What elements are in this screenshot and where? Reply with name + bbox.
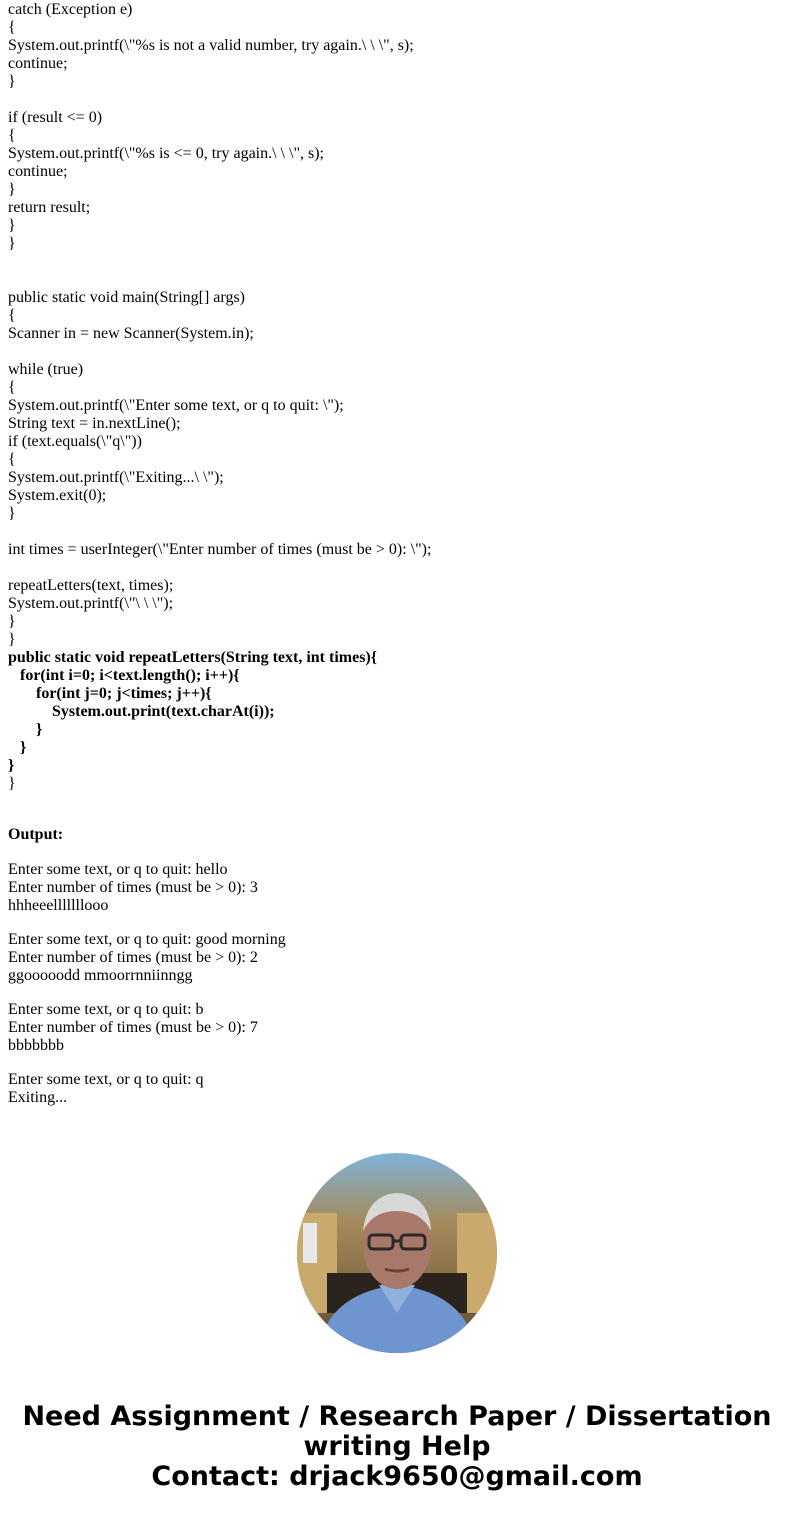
promo-line-1: Need Assignment / Research Paper / Dissertation xyxy=(22,1401,772,1432)
code-line xyxy=(8,253,788,271)
code-line xyxy=(8,559,788,577)
code-line: System.out.printf(\"%s is <= 0, try again.\ \ \", s); xyxy=(8,145,324,162)
code-line: } xyxy=(8,631,16,648)
code-line: { xyxy=(8,379,16,396)
code-line: } xyxy=(8,73,16,90)
code-line: } xyxy=(8,181,16,198)
code-line: { xyxy=(8,19,16,36)
code-line: while (true) xyxy=(8,361,84,378)
output-line: Exiting... xyxy=(8,1089,68,1106)
code-line xyxy=(8,343,788,361)
code-line: System.out.print(text.charAt(i)); xyxy=(8,703,275,720)
code-line: return result; xyxy=(8,199,91,216)
code-line: for(int i=0; i<text.length(); i++){ xyxy=(8,667,240,684)
output-line: Enter number of times (must be > 0): 2 xyxy=(8,949,258,966)
code-line: Scanner in = new Scanner(System.in); xyxy=(8,325,254,342)
code-line: continue; xyxy=(8,163,68,180)
output-run xyxy=(8,1001,708,1055)
output-line: Enter number of times (must be > 0): 7 xyxy=(8,1019,258,1036)
code-line xyxy=(8,271,788,289)
output-line: hhheeelllllllooo xyxy=(8,897,109,914)
code-line: } xyxy=(8,721,43,738)
person-portrait-avatar-icon xyxy=(297,1153,497,1353)
output-line: Enter some text, or q to quit: good morning xyxy=(8,931,286,948)
promo-line-2: writing Help xyxy=(303,1431,491,1462)
code-line: { xyxy=(8,127,16,144)
code-line: catch (Exception e) xyxy=(8,1,133,18)
code-line: System.out.printf(\"Exiting...\ \"); xyxy=(8,469,224,486)
code-line: } xyxy=(8,217,16,234)
code-listing xyxy=(8,1,788,793)
code-line: System.out.printf(\"Enter some text, or q to quit: \"); xyxy=(8,397,344,414)
output-run xyxy=(8,1071,708,1107)
promo-line-3: Contact: drjack9650@gmail.com xyxy=(151,1461,643,1492)
code-line: repeatLetters(text, times); xyxy=(8,577,174,594)
code-line: } xyxy=(8,235,16,252)
code-line: } xyxy=(8,505,16,522)
code-line: String text = in.nextLine(); xyxy=(8,415,181,432)
code-line: for(int j=0; j<times; j++){ xyxy=(8,685,212,702)
code-line xyxy=(8,91,788,109)
code-line: { xyxy=(8,307,16,324)
code-line xyxy=(8,523,788,541)
output-run xyxy=(8,861,708,915)
output-line: ggooooodd mmoorrnniinngg xyxy=(8,967,193,984)
output-run xyxy=(8,931,708,985)
code-line: continue; xyxy=(8,55,68,72)
code-line: public static void main(String[] args) xyxy=(8,289,245,306)
code-line: System.exit(0); xyxy=(8,487,107,504)
code-line: { xyxy=(8,451,16,468)
output-line: Enter some text, or q to quit: b xyxy=(8,1001,204,1018)
code-line: if (text.equals(\"q\")) xyxy=(8,433,142,450)
code-block-repeat-letters xyxy=(8,649,788,775)
code-closing-brace: } xyxy=(8,775,16,792)
code-line: } xyxy=(8,757,15,774)
output-line: Enter some text, or q to quit: hello xyxy=(8,861,228,878)
output-heading: Output: xyxy=(8,826,64,843)
code-line: if (result <= 0) xyxy=(8,109,103,126)
avatar xyxy=(297,1153,497,1353)
code-line: System.out.printf(\"%s is not a valid number, try again.\ \ \", s); xyxy=(8,37,414,54)
output-line: bbbbbbb xyxy=(8,1037,64,1054)
promo-banner xyxy=(0,1402,794,1492)
code-line: System.out.printf(\"\ \ \"); xyxy=(8,595,174,612)
code-line: } xyxy=(8,739,27,756)
code-block-main xyxy=(8,1,788,649)
output-line: Enter number of times (must be > 0): 3 xyxy=(8,879,258,896)
code-line: int times = userInteger(\"Enter number of times (must be > 0): \"); xyxy=(8,541,432,558)
code-line: } xyxy=(8,613,16,630)
code-line: public static void repeatLetters(String text, int times){ xyxy=(8,649,378,666)
output-line: Enter some text, or q to quit: q xyxy=(8,1071,204,1088)
